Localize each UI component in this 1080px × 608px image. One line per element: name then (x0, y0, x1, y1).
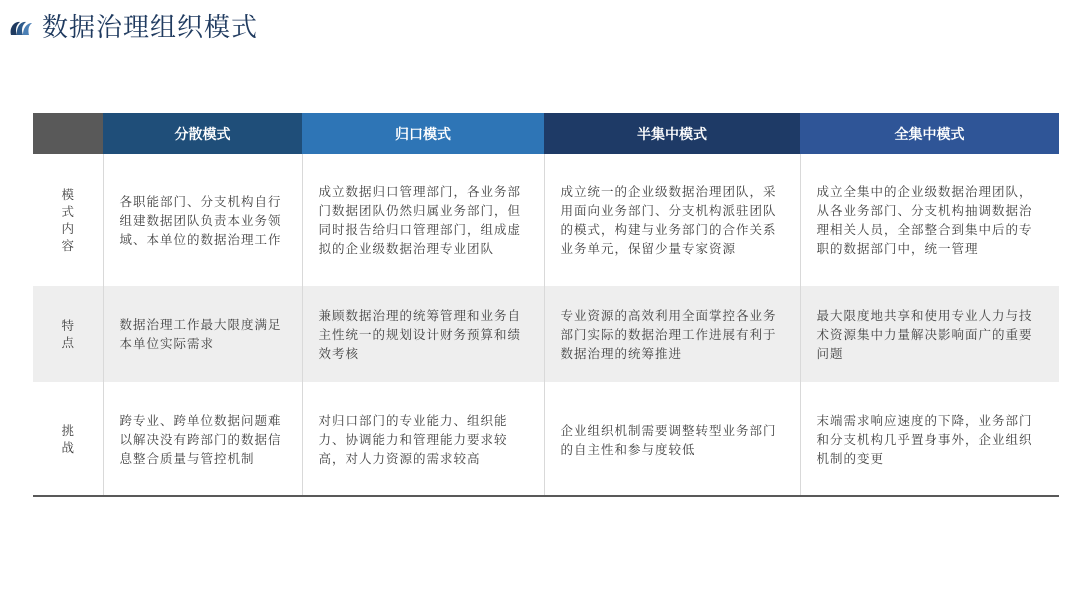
table-bottom-rule (33, 495, 1059, 497)
table-cell: 最大限度地共享和使用专业人力与技术资源集中力量解决影响面广的重要问题 (800, 286, 1059, 382)
table-cell: 跨专业、跨单位数据问题难以解决没有跨部门的数据信息整合质量与管控机制 (103, 382, 302, 497)
table-row (33, 382, 1059, 497)
org-mode-table (33, 113, 1059, 497)
table-cell: 兼顾数据治理的统筹管理和业务自主性统一的规划设计财务预算和绩效考核 (302, 286, 544, 382)
column-header: 半集中模式 (544, 113, 800, 154)
table-cell: 成立统一的企业级数据治理团队，采用面向业务部门、分支机构派驻团队的模式，构建与业务部门的合作关系业务单元，保留少量专家资源 (544, 154, 800, 286)
column-header: 全集中模式 (800, 113, 1059, 154)
table-cell: 专业资源的高效利用全面掌控各业务部门实际的数据治理工作进展有利于数据治理的统筹推进 (544, 286, 800, 382)
row-label: 特点 (33, 286, 103, 382)
waves-logo-icon (7, 13, 37, 43)
table-cell: 企业组织机制需要调整转型业务部门的自主性和参与度较低 (544, 382, 800, 497)
table-corner-cell (33, 113, 103, 154)
table-cell: 对归口部门的专业能力、组织能力、协调能力和管理能力要求较高，对人力资源的需求较高 (302, 382, 544, 497)
table-cell: 末端需求响应速度的下降，业务部门和分支机构几乎置身事外，企业组织机制的变更 (800, 382, 1059, 497)
column-header: 分散模式 (103, 113, 302, 154)
page-title: 数据治理组织模式 (42, 13, 259, 43)
table-header-row (33, 113, 1059, 154)
column-header: 归口模式 (302, 113, 544, 154)
table-row (33, 154, 1059, 286)
row-label: 挑战 (33, 382, 103, 497)
table-cell: 数据治理工作最大限度满足本单位实际需求 (103, 286, 302, 382)
row-label: 模式内容 (33, 154, 103, 286)
table-cell: 成立数据归口管理部门，各业务部门数据团队仍然归属业务部门，但同时报告给归口管理部门，组成虚拟的企业级数据治理专业团队 (302, 154, 544, 286)
table-row (33, 286, 1059, 382)
table-cell: 成立全集中的企业级数据治理团队，从各业务部门、分支机构抽调数据治理相关人员，全部整合到集中后的专职的数据部门中，统一管理 (800, 154, 1059, 286)
table-cell: 各职能部门、分支机构自行组建数据团队负责本业务领域、本单位的数据治理工作 (103, 154, 302, 286)
